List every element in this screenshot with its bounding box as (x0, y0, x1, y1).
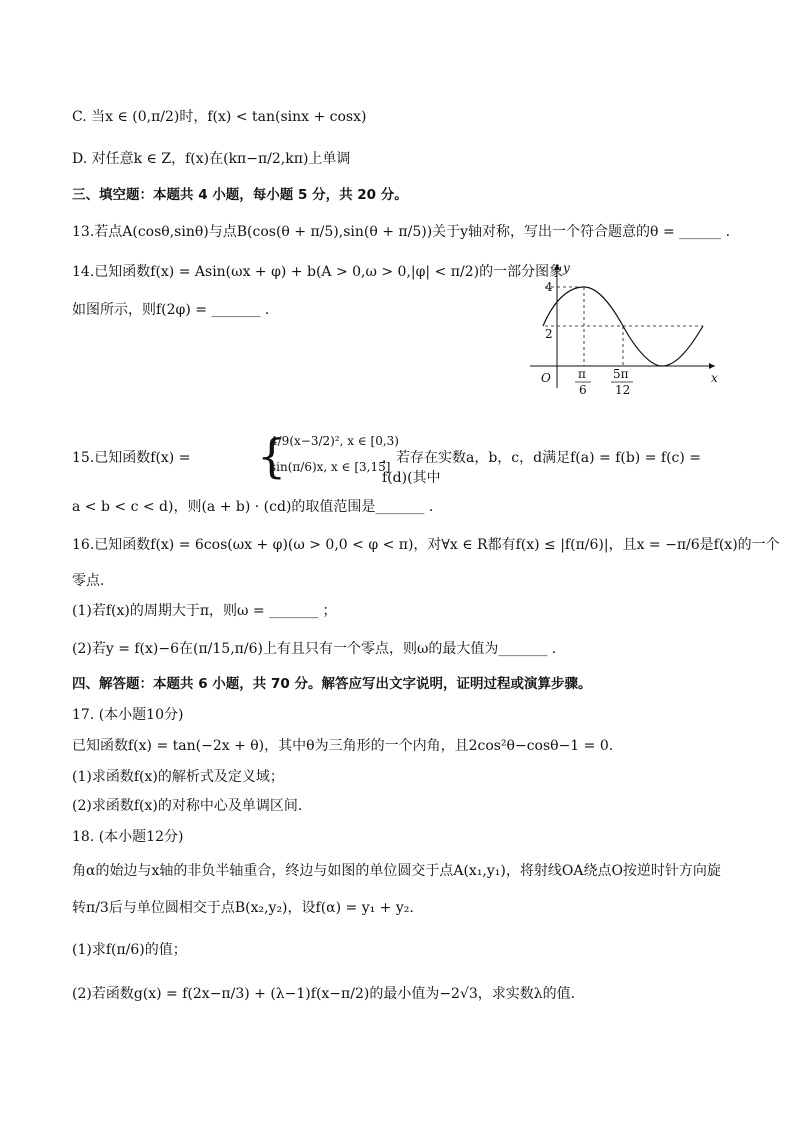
question-17-title: 17. (本小题10分) (72, 707, 184, 723)
question-18-part2: (2)若函数g(x) = f(2x−π/3) + (λ−1)f(x−π/2)的最小值为−2√3，求实数λ的值. (72, 986, 576, 1002)
question-18-stem-line2: 转π/3后与单位圆相交于点B(x₂,y₂)，设f(α) = y₁ + y₂. (72, 900, 414, 916)
y-tick-4: 4 (545, 280, 553, 294)
x-tick-5pi12-num: 5π (613, 367, 629, 381)
x-tick-pi6-den: 6 (579, 383, 587, 397)
question-16-part1: (1)若f(x)的周期大于π，则ω = _______ ； (72, 603, 337, 619)
y-axis-label: y (563, 261, 570, 275)
section-heading-fill-in: 三、填空题：本题共 4 小题，每小题 5 分，共 20 分。 (72, 187, 408, 203)
piecewise-case-2: sin(π/6)x, x ∈ [3,15] (270, 460, 391, 474)
question-15-line1 (72, 428, 712, 484)
piecewise-brace: { (257, 429, 287, 483)
y-tick-2: 2 (545, 327, 553, 341)
function-graph (525, 258, 755, 398)
sine-curve (543, 287, 703, 366)
question-17-part2: (2)求函数f(x)的对称中心及单调区间. (72, 798, 303, 814)
option-c: C. 当x ∈ (0,π/2)时，f(x) < tan(sinx + cosx) (72, 109, 367, 125)
question-16-line2: 零点． (72, 573, 114, 589)
question-18-stem-line1: 角α的始边与x轴的非负半轴重合，终边与如图的单位圆交于点A(x₁,y₁)，将射线OA绕点O按逆时针方向旋 (72, 863, 721, 879)
question-15-line2: a < b < c < d)，则(a + b) · (cd)的取值范围是_______ . (72, 499, 434, 515)
piecewise-case-1: 4/9(x−3/2)², x ∈ [0,3) (270, 434, 399, 448)
question-18-title: 18. (本小题12分) (72, 829, 184, 845)
question-15-condition: ，若存在实数a，b，c，d满足f(a) = f(b) = f(c) = f(d)(其中 (382, 450, 702, 486)
question-13: 13.若点A(cosθ,sinθ)与点B(cos(θ + π/5),sin(θ + π/5))关于y轴对称，写出一个符合题意的θ = ______ . (72, 224, 731, 240)
question-17-part1: (1)求函数f(x)的解析式及定义域； (72, 769, 284, 785)
question-14-line1: 14.已知函数f(x) = Asin(ωx + φ) + b(A > 0,ω > 0,|φ| < π/2)的一部分图象 (72, 264, 564, 280)
question-17-stem: 已知函数f(x) = tan(−2x + θ)，其中θ为三角形的一个内角，且2cos²θ−cosθ−1 = 0. (72, 738, 614, 754)
x-tick-pi6-num: π (578, 367, 586, 381)
question-18-part1: (1)求f(π/6)的值； (72, 942, 187, 958)
question-16-part2: (2)若y = f(x)−6在(π/15,π/6)上有且只有一个零点，则ω的最大值为_______ . (72, 641, 557, 657)
x-tick-5pi12-den: 12 (615, 383, 631, 397)
x-axis-label: x (711, 371, 718, 385)
section-heading-answer: 四、解答题：本题共 6 小题，共 70 分。解答应写出文字说明，证明过程或演算步骤。 (72, 676, 592, 692)
origin-label: O (541, 371, 551, 385)
question-15-label: 15.已知函数f(x) = (72, 450, 191, 466)
option-d: D. 对任意k ∈ Z，f(x)在(kπ−π/2,kπ)上单调 (72, 151, 351, 167)
question-16-line1: 16.已知函数f(x) = 6cos(ωx + φ)(ω > 0,0 < φ < π)，对∀x ∈ R都有f(x) ≤ |f(π/6)|，且x = −π/6是f(x)的一个 (72, 537, 780, 553)
question-14-line2: 如图所示，则f(2φ) = _______ . (72, 302, 270, 318)
